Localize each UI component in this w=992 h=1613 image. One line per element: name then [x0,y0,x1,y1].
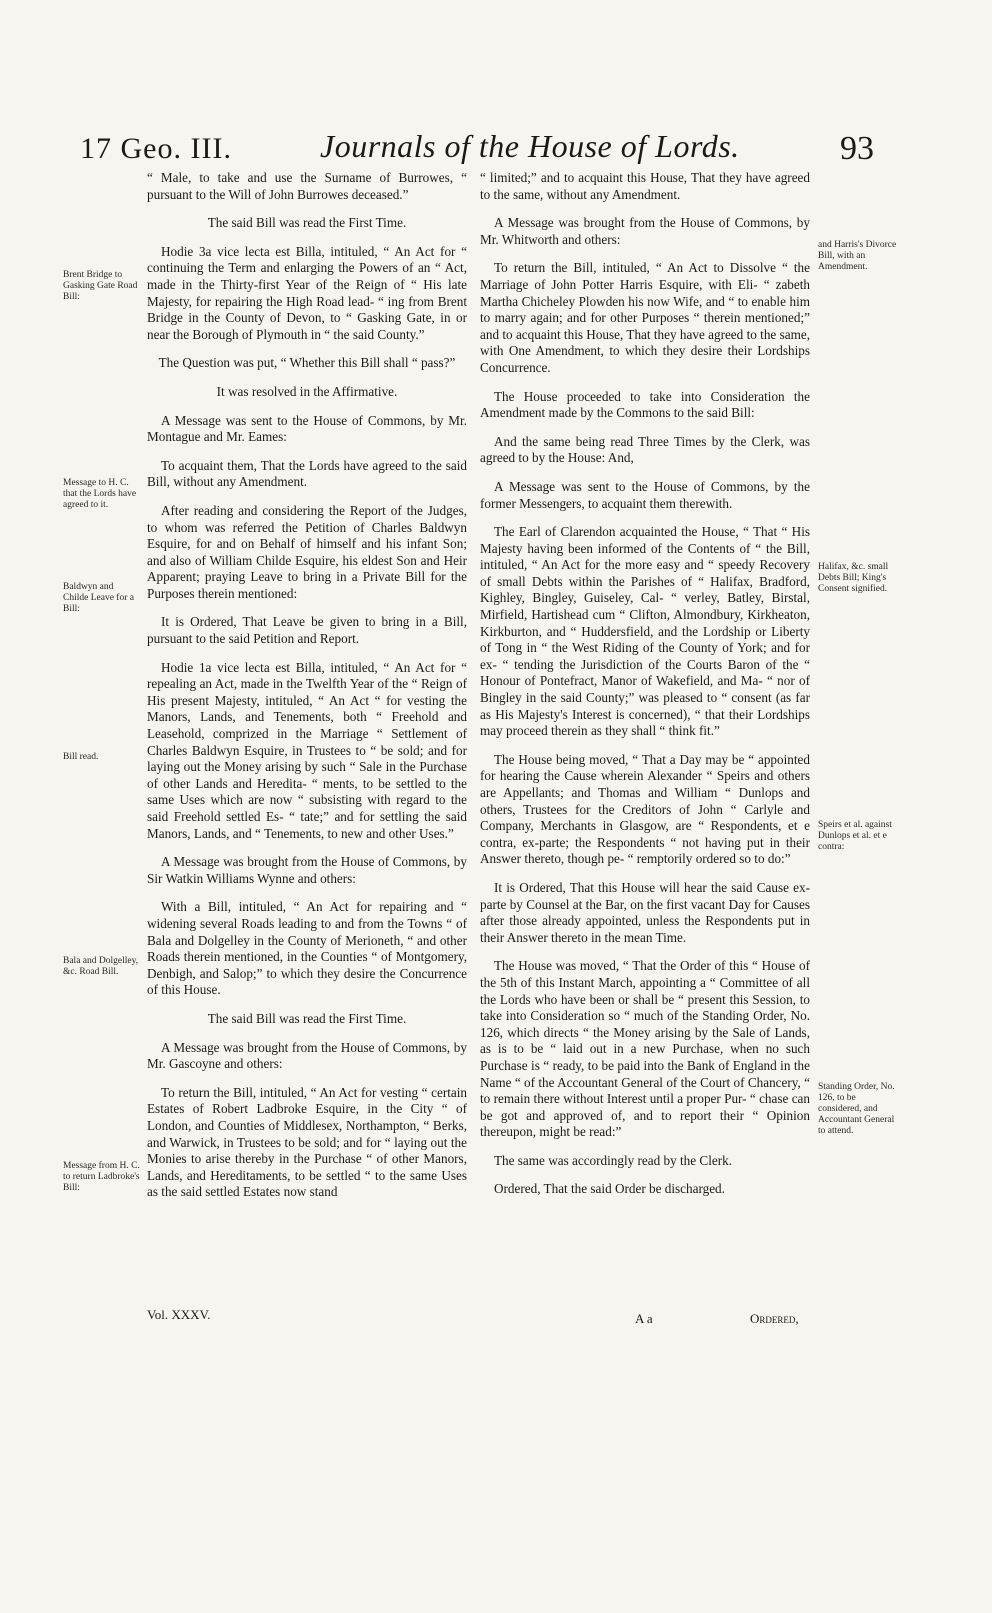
paragraph: And the same being read Three Times by the Clerk, was agreed to by the House: And, [480,433,810,466]
paragraph: It is Ordered, That Leave be given to bring in a Bill, pursuant to the said Petition and Report. [147,614,467,647]
margin-note: Standing Order, No. 126, to be considered, and Accountant General to attend. [818,1082,895,1136]
paragraph: “ Male, to take and use the Surname of Burrowes, “ pursuant to the Will of John Burrowes deceased.” [147,170,467,202]
margin-note: Message from H. C. to return Ladbroke's Bill: [63,1161,140,1193]
paragraph: To return the Bill, intituled, “ An Act to Dissolve “ the Marriage of John Potter Harris Esquire, with Eli- “ zabeth Martha Chicheley Plowden his now Wife, and “ to enable him to marry again; and for other Purposes “ therein mentioned;” and to acquaint this House, That they have agreed to the same, with One Amendment, to which they desire their Lordships Concurrence. [480,260,810,375]
paragraph: The said Bill was read the First Time. [207,215,407,231]
page-number: 93 [840,130,874,167]
paragraph: To acquaint them, That the Lords have agreed to the said Bill, without any Amendment. [147,457,467,490]
paragraph: “ limited;” and to acquaint this House, That they have agreed to the same, without any Amendment. [480,170,810,202]
paragraph: To return the Bill, intituled, “ An Act for vesting “ certain Estates of Robert Ladbroke Esquire, in the City “ of London, and Counties of Middlesex, Northampton, “ Berks, and Warwick, in Trustees to be sold; and for “ laying out the Monies to arise thereby in the Purchase “ of other Manors, Lands, and Hereditaments, to be settled “ to the same Uses as the said settled Estates now stand [147,1084,467,1200]
paragraph: Ordered, That the said Order be discharged. [494,1181,725,1197]
paragraph: The House being moved, “ That a Day may be “ appointed for hearing the Cause wherein Alexander “ Speirs and others are Appellants; and Thomas and William “ Dunlops and others, Trustees for the Creditors of John “ Carlyle and Company, Merchants in Glasgow, are “ Respondents, et e contra, ex-parte; the Respondents “ not having put in their Answer thereto, though pe- “ remptorily ordered so to do:” [480,751,810,867]
paragraph: A Message was sent to the House of Commons, by the former Messengers, to acquaint them therewith. [480,478,810,511]
margin-note: Baldwyn and Childe Leave for a Bill: [63,582,134,614]
margin-note: Message to H. C. that the Lords have agreed to it. [63,478,137,510]
margin-note: and Harris's Divorce Bill, with an Amendment. [818,240,897,272]
paragraph: With a Bill, intituled, “ An Act for repairing and “ widening several Roads leading to and from the Towns “ of Bala and Dolgelley in the County of Merioneth, “ and other Roads therein mentioned, in the Counties “ of Montgomery, Denbigh, and Salop;” to which they desire the Concurrence of this House. [147,899,467,998]
volume-number: Vol. XXXV. [147,1307,211,1322]
journal-title: Journals of the House of Lords. [320,128,740,164]
paragraph: The same was accordingly read by the Clerk. [494,1152,733,1168]
margin-note: Halifax, &c. small Debts Bill; King's Consent signified. [818,562,889,594]
paragraph: Hodie 3a vice lecta est Billa, intituled, “ An Act for “ continuing the Term and enlarging the Powers of an “ Act, made in the Thirty-first Year of the Reign of “ His late Majesty, for repairing the High Road lead- “ ing from Brent Bridge in the County of Devon, to “ Gasking Gate, in or near the Borough of Plymouth in “ the said County.” [147,243,467,342]
paragraph: A Message was sent to the House of Commons, by Mr. Montague and Mr. Eames: [147,412,467,445]
left-column [147,170,467,1213]
paragraph: After reading and considering the Report of the Judges, to whom was referred the Petition of Charles Baldwyn Esquire, for and on Behalf of himself and his infant Son; and also of William Childe Esquire, his eldest Son and Heir Apparent; praying Leave to bring in a Private Bill for the Purposes therein mentioned: [147,502,467,601]
paragraph: A Message was brought from the House of Commons, by Mr. Whitworth and others: [480,215,810,247]
paragraph: Hodie 1a vice lecta est Billa, intituled, “ An Act for “ repealing an Act, made in the Twelfth Year of the “ Reign of His present Majesty, intituled, “ An Act “ for vesting the Manors, Lands, and Tenements, both “ Freehold and Leasehold, comprized in the Marriage “ Settlement of Charles Baldwyn Esquire, in Trustees to “ be sold; and for laying out the Money arising by such “ Sale in the Purchase of other Lands and Heredita- “ ments, to be settled to the same Uses which are now “ subsisting with regard to the said Freehold settled Es- “ tate;” and for settling the said Manors, Lands, and “ Tenements, to new and other Uses.” [147,659,467,841]
signature-mark: A a [635,1311,653,1326]
paragraph: The said Bill was read the First Time. [207,1010,407,1026]
catchword: Ordered, [750,1311,799,1326]
regnal-year: 17 Geo. III. [80,132,232,165]
paragraph: A Message was brought from the House of Commons, by Mr. Gascoyne and others: [147,1039,467,1072]
paragraph: It is Ordered, That this House will hear the said Cause ex-parte by Counsel at the Bar, on the first vacant Day for Causes after those already appointed, unless the Respondents put in their Answer thereto in the mean Time. [480,879,810,945]
margin-note: Bala and Dolgelley, &c. Road Bill. [63,956,139,977]
paragraph: The House was moved, “ That the Order of this “ House of the 5th of this Instant March, appointing a “ Committee of all the Lords who have been or shall be “ present this Session, to take into Consideration so “ much of the Standing Order, No. 126, which directs “ the Money arising by the Sale of Lands, as is to be “ laid out in a new Purchase, when no such Purchase is “ ready, to be paid into the Bank of England in the Name “ of the Accountant General of the Court of Chancery, “ to remain there without Interest until a proper Pur- “ chase can be got and approved of, and to report their “ Opinion thereupon, might be read:” [480,958,810,1140]
paragraph: A Message was brought from the House of Commons, by Sir Watkin Williams Wynne and others: [147,854,467,886]
margin-note: Brent Bridge to Gasking Gate Road Bill: [63,270,138,302]
paragraph: It was resolved in the Affirmative. [216,383,398,399]
paragraph: The House proceeded to take into Consideration the Amendment made by the Commons to the said Bill: [480,388,810,421]
right-column [480,170,810,1210]
margin-note: Bill read. [63,752,99,762]
margin-note: Speirs et al. against Dunlops et al. et e contra: [818,820,892,852]
paragraph: The Earl of Clarendon acquainted the House, “ That “ His Majesty having been informed of the Contents of “ the Bill, intituled, “ An Act for the more easy and “ speedy Recovery of small Debts within the Parishes of “ Halifax, Bradford, Kighley, Bingley, Guiseley, Cal- “ verley, Batley, Birstal, Mirfield, Hartishead cum “ Clifton, Almondbury, Kirkheaton, Kirkburton, and “ Huddersfield, and the Lordship or Liberty of Tong in “ the West Riding of the County of York; and for ex- “ tending the Jurisdiction of the Courts Baron of the “ Honour of Pontefract, Manor of Wakefield, and Ma- “ nor of Bingley in the said County;” was pleased to “ consent (as far as His Majesty's Interest is concerned), “ that their Lordships may proceed therein as they shall “ think fit.” [480,524,810,739]
paragraph: The Question was put, “ Whether this Bill shall “ pass?” [158,355,456,371]
